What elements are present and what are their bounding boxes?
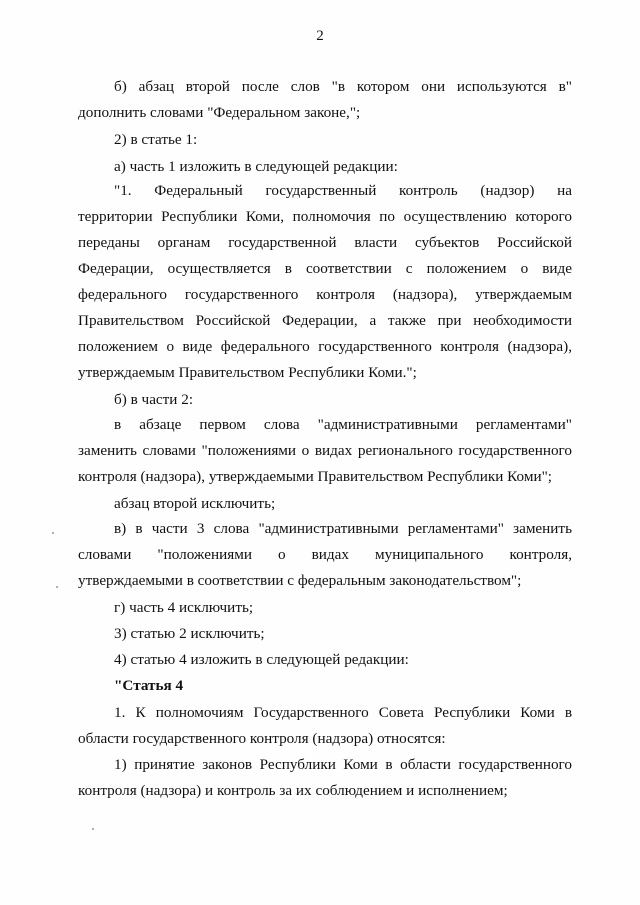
scan-speck bbox=[52, 532, 54, 534]
text-line: 1) принятие законов Республики Коми в области государственного bbox=[114, 756, 572, 773]
text-line: контроля (надзора), утверждаемыми Правительством Республики Коми"; bbox=[78, 468, 552, 485]
text-line: б) абзац второй после слов "в котором они используются в" bbox=[114, 78, 572, 95]
text-line: б) в части 2: bbox=[114, 391, 194, 408]
text-line: переданы органам государственной власти субъектов Российской bbox=[78, 234, 572, 251]
text-line: г) часть 4 исключить; bbox=[114, 599, 254, 616]
text-line: а) часть 1 изложить в следующей редакции: bbox=[114, 158, 398, 175]
text-line: абзац второй исключить; bbox=[114, 495, 276, 512]
text-line: 2) в статье 1: bbox=[114, 131, 198, 148]
article-heading: "Статья 4 bbox=[114, 677, 184, 694]
text-line: территории Республики Коми, полномочия по осуществлению которого bbox=[78, 208, 572, 225]
page-number: 2 bbox=[316, 28, 324, 44]
text-line: области государственного контроля (надзора) относятся: bbox=[78, 730, 446, 747]
text-line: федерального государственного контроля (надзора), утверждаемым bbox=[78, 286, 572, 303]
text-line: 3) статью 2 исключить; bbox=[114, 625, 265, 642]
text-line: контроля (надзора) и контроль за их соблюдением и исполнением; bbox=[78, 782, 508, 799]
text-line: утверждаемым Правительством Республики Коми."; bbox=[78, 364, 417, 381]
text-line: 4) статью 4 изложить в следующей редакции: bbox=[114, 651, 409, 668]
text-line: утверждаемыми в соответствии с федеральным законодательством"; bbox=[78, 572, 522, 589]
text-line: в абзаце первом слова "административными регламентами" bbox=[114, 416, 572, 433]
text-line: 1. К полномочиям Государственного Совета Республики Коми в bbox=[114, 704, 572, 721]
scan-speck bbox=[56, 586, 58, 588]
text-line: словами "положениями о видах муниципального контроля, bbox=[78, 546, 572, 563]
text-line: положением о виде федерального государственного контроля (надзора), bbox=[78, 338, 572, 355]
text-line: Правительством Российской Федерации, а также при необходимости bbox=[78, 312, 572, 329]
text-line: в) в части 3 слова "административными регламентами" заменить bbox=[114, 520, 572, 537]
text-line: дополнить словами "Федеральном законе,"; bbox=[78, 104, 361, 121]
scan-speck bbox=[92, 828, 94, 830]
text-line: "1. Федеральный государственный контроль (надзор) на bbox=[114, 182, 572, 199]
text-line: Федерации, осуществляется в соответствии с положением о виде bbox=[78, 260, 572, 277]
text-line: заменить словами "положениями о видах регионального государственного bbox=[78, 442, 572, 459]
